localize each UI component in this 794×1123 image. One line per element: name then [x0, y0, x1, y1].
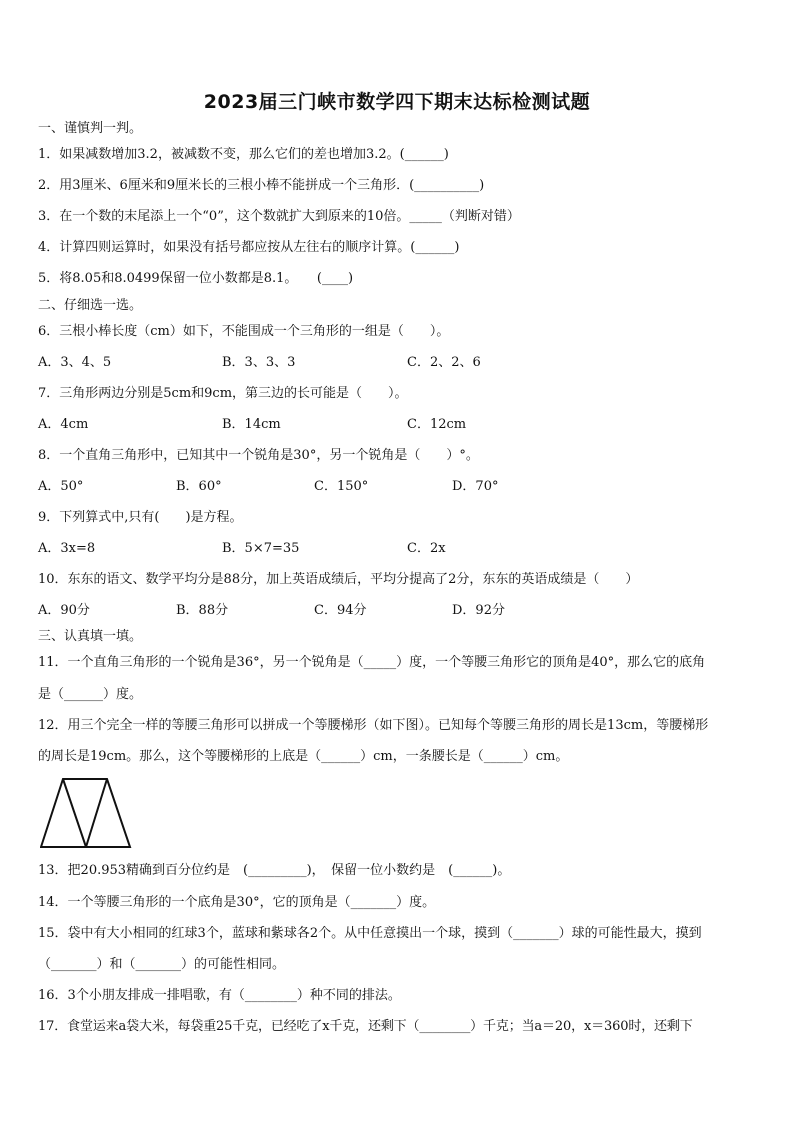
- section-1-heading: 一、谨慎判一判。: [38, 121, 143, 136]
- q9-option-a: A．3x=8: [38, 541, 96, 556]
- trapezoid-outline: [41, 779, 130, 847]
- q8-option-d: D．70°: [452, 479, 499, 494]
- question-2: 2．用3厘米、6厘米和9厘米长的三根小棒不能拼成一个三角形．(__________): [38, 178, 485, 193]
- q6-option-a: A．3、4、5: [38, 355, 112, 370]
- trapezoid-divider-left: [63, 779, 86, 847]
- question-15-line-1: 15．袋中有大小相同的红球3个，蓝球和紫球各2个。从中任意摸出一个球，摸到（_______）球的可能性最大，摸到: [38, 926, 702, 941]
- q10-option-d: D．92分: [452, 603, 505, 618]
- trapezoid-divider-right: [86, 779, 107, 847]
- question-6: 6．三根小棒长度（cm）如下，不能围成一个三角形的一组是（ ）。: [38, 324, 450, 339]
- question-16: 16．3个小朋友排成一排唱歌，有（________）种不同的排法。: [38, 988, 401, 1003]
- q8-option-c: C．150°: [314, 479, 369, 494]
- q10-option-a: A．90分: [38, 603, 90, 618]
- q6-option-c: C．2、2、6: [407, 355, 481, 370]
- q10-option-c: C．94分: [314, 603, 367, 618]
- q7-option-b: B．14cm: [222, 417, 281, 432]
- q9-option-c: C．2x: [407, 541, 446, 556]
- q7-option-c: C．12cm: [407, 417, 467, 432]
- question-12-line-2: 的周长是19cm。那么，这个等腰梯形的上底是（______）cm，一条腰长是（______）cm。: [38, 749, 569, 764]
- q8-option-a: A．50°: [38, 479, 84, 494]
- question-15-line-2: （_______）和（_______）的可能性相同。: [38, 957, 286, 972]
- question-4: 4．计算四则运算时，如果没有括号都应按从左往右的顺序计算。(______): [38, 240, 460, 255]
- page-title: 2023届三门峡市数学四下期末达标检测试题: [203, 91, 591, 113]
- trapezoid-figure: [40, 777, 134, 849]
- q10-option-b: B．88分: [176, 603, 229, 618]
- q7-option-a: A．4cm: [38, 417, 89, 432]
- section-2-heading: 二、仔细选一选。: [38, 298, 143, 313]
- question-14: 14．一个等腰三角形的一个底角是30°，它的顶角是（_______）度。: [38, 895, 436, 910]
- question-12-line-1: 12．用三个完全一样的等腰三角形可以拼成一个等腰梯形（如下图）。已知每个等腰三角形的周长是13cm，等腰梯形: [38, 718, 709, 733]
- question-8: 8．一个直角三角形中，已知其中一个锐角是30°，另一个锐角是（ ）°。: [38, 448, 479, 463]
- question-7: 7．三角形两边分别是5cm和9cm，第三边的长可能是（ ）。: [38, 386, 408, 401]
- question-9: 9．下列算式中,只有( )是方程。: [38, 510, 243, 525]
- section-3-heading: 三、认真填一填。: [38, 629, 143, 644]
- question-3: 3．在一个数的末尾添上一个“0”，这个数就扩大到原来的10倍。_____（判断对错）: [38, 209, 520, 224]
- question-11-line-2: 是（______）度。: [38, 687, 143, 702]
- question-13: 13．把20.953精确到百分位约是 (_________)， 保留一位小数约是 (______)。: [38, 863, 511, 878]
- q8-option-b: B．60°: [176, 479, 222, 494]
- question-5: 5．将8.05和8.0499保留一位小数都是8.1。 (____): [38, 271, 354, 286]
- question-10: 10．东东的语文、数学平均分是88分，加上英语成绩后，平均分提高了2分，东东的英语成绩是（ ）: [38, 572, 639, 587]
- q9-option-b: B．5×7=35: [222, 541, 300, 556]
- question-11-line-1: 11．一个直角三角形的一个锐角是36°，另一个锐角是（_____）度，一个等腰三角形它的顶角是40°，那么它的底角: [38, 655, 706, 670]
- question-1: 1．如果减数增加3.2，被减数不变，那么它们的差也增加3.2。(______): [38, 147, 449, 162]
- question-17: 17．食堂运来a袋大米，每袋重25千克，已经吃了x千克，还剩下（________）千克；当a＝20，x＝360时，还剩下: [38, 1019, 693, 1034]
- q6-option-b: B．3、3、3: [222, 355, 296, 370]
